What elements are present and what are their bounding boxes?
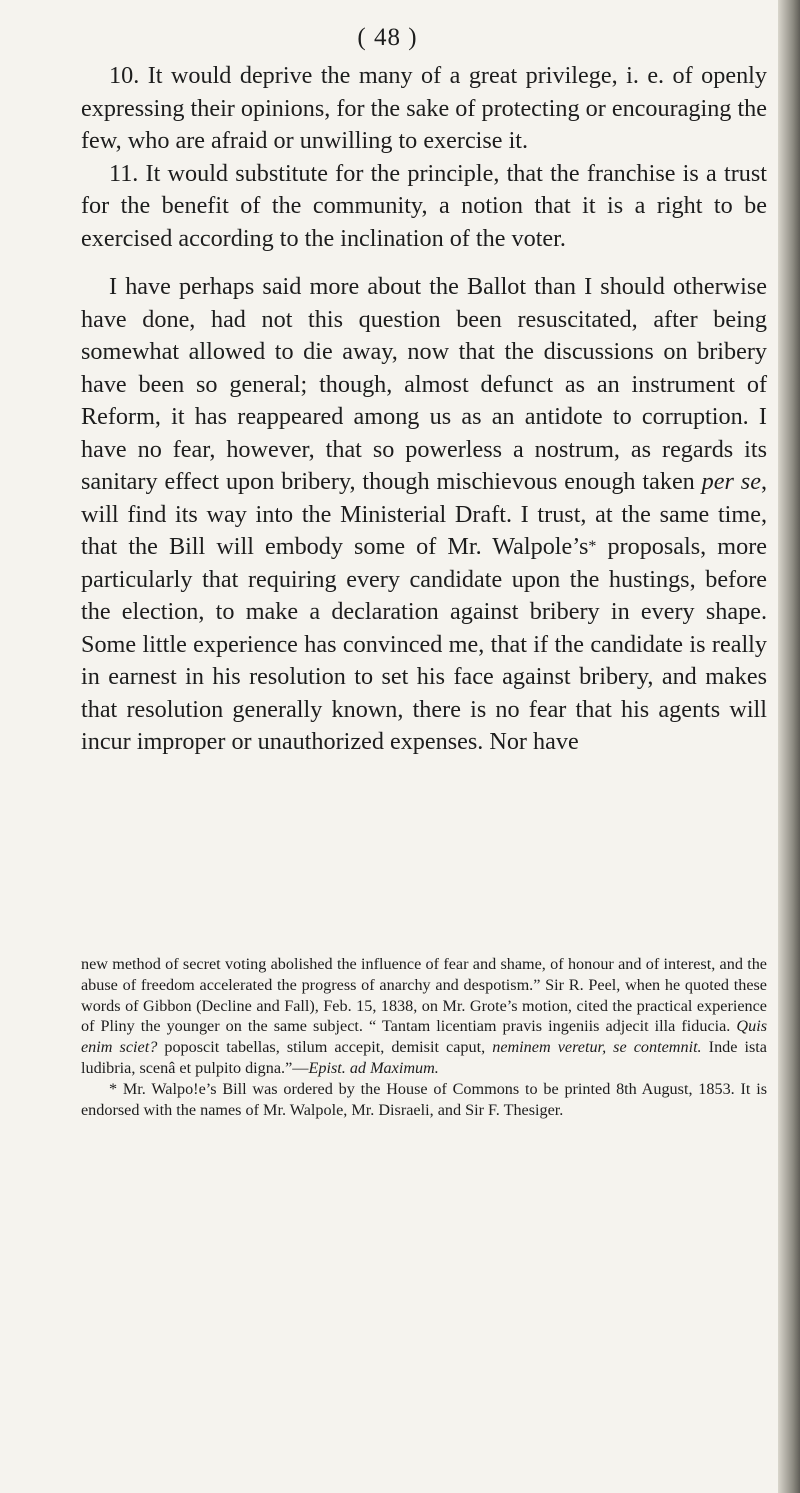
footnote-italic-neminem: neminem veretur, se contemnit. (492, 1038, 702, 1057)
main-text (81, 60, 767, 759)
footnotes-area (81, 954, 767, 1120)
page-number: ( 48 ) (357, 24, 418, 51)
body-paragraph (81, 271, 767, 759)
footnote-marker: * (588, 538, 597, 555)
numbered-point-11: 11. It would substitute for the principle, that the franchise is a trust for the benefit of the community, a notion that it is a right to be exercised according to the inclination of the voter. (81, 159, 767, 252)
page-edge-shadow (778, 0, 800, 1493)
footnote-continued-part-3: Inde ista ludibria, scenâ et pulpito digna.”— (81, 1038, 767, 1077)
body-text-part-2: , will find its way into the Ministerial Draft. I trust, at the same time, that the Bill will embody some of Mr. Walpole’s (81, 468, 767, 560)
footnote-italic-source: Epist. ad Maximum. (308, 1058, 439, 1077)
body-text-part-1: I have perhaps said more about the Ballot than I should otherwise have done, had not this question been resuscitated, after being somewhat allowed to die away, now that the discussions on bribery have been so general; though, almost defunct as an instrument of Reform, it has reappeared among us as an antidote to corruption. I have no fear, however, that so powerless a nostrum, as regards its sanitary effect upon bribery, though mischievous enough taken (81, 273, 767, 495)
footnote-continued (81, 954, 767, 1079)
footnote-walpole: * Mr. Walpo!e’s Bill was ordered by the House of Commons to be printed 8th August, 1853. It is endorsed with the names of Mr. Walpole, Mr. Disraeli, and Sir F. Thesiger. (81, 1079, 767, 1119)
footnote-continued-part-2: poposcit tabellas, stilum accepit, demisit caput, (157, 1038, 493, 1057)
footnote-continued-part-1: new method of secret voting abolished the influence of fear and shame, of honour and of interest, and the abuse of freedom accelerated the progress of anarchy and despotism.” Sir R. Peel, when he quoted these words of Gibbon (Decline and Fall), Feb. 15, 1838, on Mr. Grote’s motion, cited the practical experience of Pliny the younger on the same subject. “ Tantam licentiam pravis ingeniis adjecit illa fiducia. (81, 955, 767, 1036)
numbered-point-10: 10. It would deprive the many of a great privilege, i. e. of openly expressing their opinions, for the sake of protecting or encouraging the few, who are afraid or unwilling to exercise it. (81, 62, 767, 154)
body-text-part-3: proposals, more particularly that requiring every candidate upon the hustings, before the election, to make a declaration against bribery in every shape. Some little experience has convinced me, that if the candidate is really in earnest in his resolution to set his face against bribery, and makes that resolution generally known, there is no fear that his agents will incur improper or unauthorized expenses. Nor have (81, 533, 767, 755)
body-italic-per-se: per se (701, 468, 761, 495)
footnote-italic-quis-enim: Quis enim sciet? (81, 1017, 767, 1057)
